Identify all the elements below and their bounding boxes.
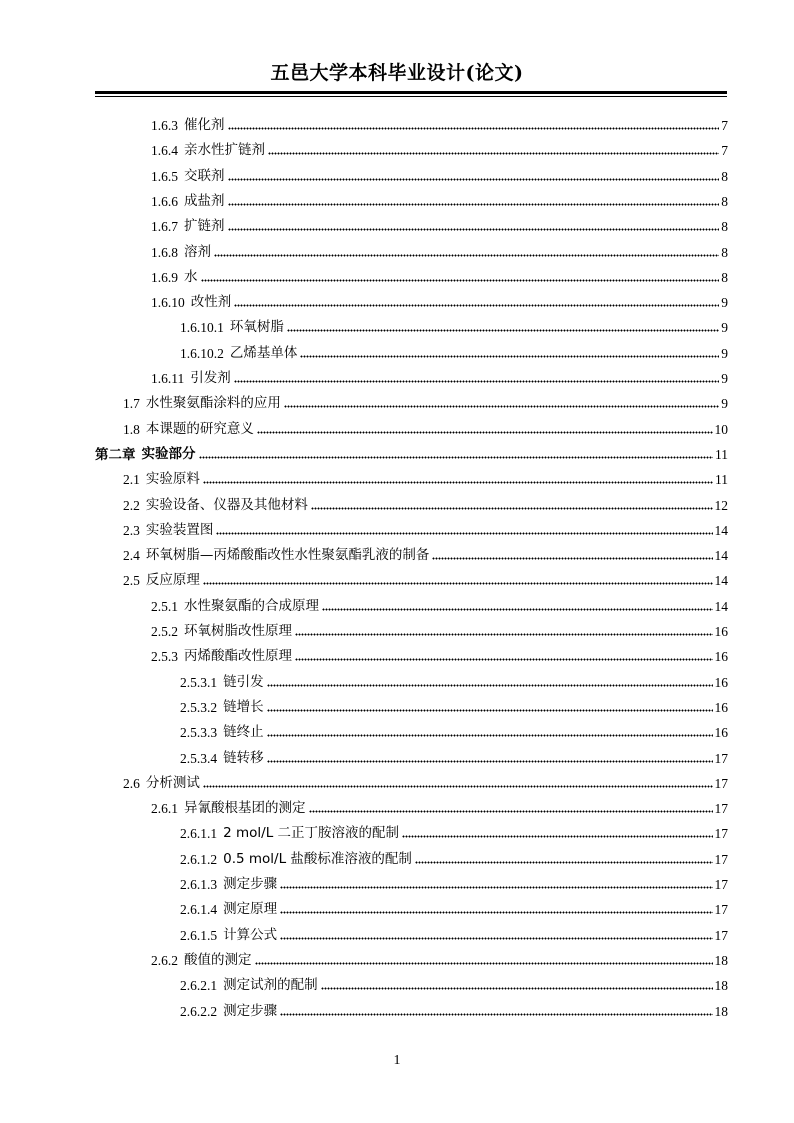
toc-entry-number: 2.5.3.1 <box>180 674 218 690</box>
toc-entry-page: 17 <box>714 826 728 842</box>
toc-entry-page: 18 <box>714 952 728 968</box>
toc-entry-number: 1.6.3 <box>151 118 178 133</box>
toc-entry[interactable] <box>180 720 728 745</box>
toc-entry[interactable] <box>180 847 728 872</box>
toc-entry-number: 1.6.11 <box>151 371 185 386</box>
toc-entry-title: 溶剂 <box>184 243 211 260</box>
toc-entry-number: 1.6.10 <box>151 295 185 311</box>
toc-entry[interactable] <box>151 113 728 138</box>
toc-entry-number: 1.8 <box>123 421 140 437</box>
toc-entry-number: 1.6.10.2 <box>180 345 224 361</box>
toc-entry-title: 测定原理 <box>223 901 278 918</box>
toc-dot-leader <box>309 810 713 813</box>
toc-entry-number: 2.2 <box>123 497 140 513</box>
toc-entry-title: 链转移 <box>223 749 264 766</box>
toc-entry-title: 链增长 <box>223 698 264 715</box>
toc-entry-number: 2.6.2 <box>151 952 178 968</box>
toc-entry-title: 测定步骤 <box>223 1002 278 1019</box>
toc-entry[interactable] <box>151 796 728 821</box>
toc-entry[interactable] <box>151 265 728 290</box>
toc-entry-page: 18 <box>714 978 728 994</box>
toc-dot-leader <box>228 203 720 206</box>
toc-dot-leader <box>255 962 713 965</box>
toc-dot-leader <box>432 557 712 560</box>
toc-dot-leader <box>257 431 713 434</box>
toc-entry-number: 2.6.2.1 <box>180 978 218 994</box>
toc-entry-number: 1.6.4 <box>151 143 178 159</box>
toc-entry[interactable] <box>151 366 728 391</box>
toc-entry[interactable] <box>180 315 728 340</box>
toc-entry-page: 17 <box>714 750 728 766</box>
toc-entry-number: 1.6.9 <box>151 269 178 285</box>
toc-entry-title: 实验原料 <box>145 471 200 488</box>
toc-entry-title: 水性聚氨酯的合成原理 <box>184 597 319 614</box>
toc-entry-page: 8 <box>721 219 728 235</box>
toc-entry-title: 环氧树脂改性原理 <box>184 623 292 639</box>
toc-entry-page: 16 <box>714 674 728 690</box>
toc-entry-page: 11 <box>715 472 728 488</box>
toc-entry-title: 分析测试 <box>145 774 200 791</box>
toc-entry-number: 2.1 <box>123 472 140 488</box>
toc-dot-leader <box>295 633 713 636</box>
toc-entry-page: 16 <box>714 699 728 715</box>
toc-dot-leader <box>322 608 713 611</box>
toc-entry-title: 成盐剂 <box>184 192 225 209</box>
page-number: 1 <box>393 1053 401 1068</box>
toc-entry-number: 第二章 <box>95 446 136 462</box>
toc-entry[interactable] <box>151 290 728 315</box>
toc-dot-leader <box>280 1013 712 1016</box>
toc-entry-page: 17 <box>714 851 728 867</box>
toc-entry[interactable] <box>151 189 728 214</box>
toc-dot-leader <box>199 456 714 459</box>
toc-dot-leader <box>234 380 720 383</box>
toc-entry-page: 8 <box>721 168 728 184</box>
toc-entry-page: 8 <box>721 193 728 209</box>
toc-entry-title: 计算公式 <box>223 926 278 943</box>
toc-entry-title: 实验装置图 <box>145 521 214 538</box>
toc-entry-title: 本课题的研究意义 <box>145 420 254 437</box>
toc-entry[interactable] <box>151 644 728 669</box>
toc-entry-title: 扩链剂 <box>184 218 225 235</box>
toc-entry-title: 水 <box>184 268 198 285</box>
toc-dot-leader <box>216 532 712 535</box>
toc-entry-page: 7 <box>721 118 728 133</box>
toc-entry-title: 0.5 mol/L 盐酸标准溶液的配制 <box>223 850 412 867</box>
toc-entry-page: 16 <box>714 649 728 665</box>
toc-entry-title: 测定试剂的配制 <box>223 977 318 994</box>
toc-entry-title: 链终止 <box>223 724 264 741</box>
toc-entry-number: 2.6.2.2 <box>180 1003 218 1019</box>
toc-entry-page: 16 <box>714 624 728 639</box>
toc-entry-page: 10 <box>714 421 728 437</box>
toc-entry-page: 9 <box>721 396 728 412</box>
toc-dot-leader <box>267 709 713 712</box>
toc-entry-title: 链引发 <box>223 673 264 690</box>
toc-entry-page: 17 <box>714 877 728 892</box>
toc-dot-leader <box>228 127 720 130</box>
toc-dot-leader <box>267 734 713 737</box>
toc-entry-title: 乙烯基单体 <box>229 344 298 361</box>
toc-entry-number: 2.5.2 <box>151 624 178 639</box>
toc-entry-number: 2.6.1.2 <box>180 851 218 867</box>
toc-entry[interactable] <box>180 341 728 366</box>
toc-entry-title: 实验部分 <box>141 445 196 462</box>
toc-dot-leader <box>267 684 713 687</box>
toc-entry-page: 16 <box>714 725 728 741</box>
header-rule-thick <box>95 91 727 94</box>
toc-entry-number: 2.5.3.3 <box>180 725 218 741</box>
toc-entry[interactable] <box>180 973 728 998</box>
toc-entry-title: 酸值的测定 <box>184 951 252 968</box>
toc-entry[interactable] <box>151 594 728 619</box>
toc-entry-title: 交联剂 <box>184 167 225 184</box>
toc-entry-page: 8 <box>721 244 728 260</box>
toc-entry-title: 实验设备、仪器及其他材料 <box>145 496 308 513</box>
toc-entry-page: 18 <box>714 1003 728 1019</box>
toc-entry[interactable] <box>180 695 728 720</box>
toc-dot-leader <box>228 228 720 231</box>
toc-entry-page: 17 <box>714 775 728 791</box>
toc-entry-title: 改性剂 <box>190 294 232 311</box>
toc-dot-leader <box>300 355 719 358</box>
toc-entry-number: 2.4 <box>123 548 140 564</box>
toc-entry-title: 环氧树脂 <box>229 319 284 336</box>
toc-entry-page: 14 <box>714 522 728 538</box>
toc-entry-title: 环氧树脂—丙烯酸酯改性水性聚氨酯乳液的制备 <box>145 547 430 564</box>
toc-entry-title: 测定步骤 <box>223 876 278 892</box>
toc-dot-leader <box>311 507 713 510</box>
toc-entry-number: 2.5.3.2 <box>180 699 218 715</box>
toc-entry[interactable] <box>123 467 728 492</box>
toc-dot-leader <box>267 760 713 763</box>
toc-dot-leader <box>295 658 713 661</box>
toc-entry[interactable] <box>180 670 728 695</box>
toc-entry-page: 17 <box>714 927 728 943</box>
toc-entry-page: 14 <box>714 548 728 564</box>
toc-entry-page: 14 <box>714 573 728 589</box>
toc-entry-number: 1.6.8 <box>151 244 178 260</box>
toc-entry[interactable] <box>123 543 728 568</box>
toc-entry[interactable] <box>180 872 728 897</box>
toc-dot-leader <box>228 178 720 181</box>
toc-entry-title: 催化剂 <box>184 117 225 133</box>
toc-entry-number: 2.6.1.1 <box>180 826 218 842</box>
toc-entry-number: 2.5 <box>123 573 140 589</box>
toc-dot-leader <box>234 304 719 307</box>
toc-entry[interactable] <box>123 568 728 593</box>
toc-entry-title: 反应原理 <box>145 572 200 589</box>
toc-dot-leader <box>402 835 712 838</box>
toc-entry-page: 9 <box>721 371 728 386</box>
toc-entry-page: 9 <box>721 295 728 311</box>
toc-dot-leader <box>268 152 719 155</box>
toc-entry[interactable] <box>180 999 728 1024</box>
toc-entry[interactable] <box>151 619 728 644</box>
toc-entry[interactable] <box>151 240 728 265</box>
toc-entry-title: 亲水性扩链剂 <box>184 142 265 159</box>
header-rule-thin <box>95 96 727 97</box>
toc-entry-number: 2.6.1.5 <box>180 927 218 943</box>
toc-entry-number: 2.6.1.3 <box>180 877 218 892</box>
toc-dot-leader <box>415 861 713 864</box>
toc-dot-leader <box>214 254 719 257</box>
header-title: 五邑大学本科毕业设计(论文) <box>270 62 524 84</box>
toc-entry-page: 14 <box>714 598 728 614</box>
toc-dot-leader <box>203 481 713 484</box>
toc-entry-title: 2 mol/L 二正丁胺溶液的配制 <box>223 825 400 842</box>
toc-entry-page: 11 <box>715 446 728 462</box>
toc-dot-leader <box>203 785 713 788</box>
toc-entry[interactable] <box>123 493 728 518</box>
toc-entry-number: 2.6.1 <box>151 801 178 817</box>
toc-entry-number: 2.5.1 <box>151 598 178 614</box>
toc-dot-leader <box>280 937 712 940</box>
toc-entry-page: 17 <box>714 801 728 817</box>
toc-entry-number: 2.6.1.4 <box>180 902 218 918</box>
toc-entry[interactable] <box>180 897 728 922</box>
toc-entry[interactable] <box>180 821 728 846</box>
toc-entry-page: 7 <box>721 143 728 159</box>
toc-entry-number: 2.5.3.4 <box>180 750 218 766</box>
toc-entry-page: 8 <box>721 269 728 285</box>
toc-entry[interactable] <box>180 923 728 948</box>
toc-dot-leader <box>287 329 719 332</box>
toc-entry[interactable] <box>123 391 728 416</box>
toc-entry[interactable] <box>95 442 728 467</box>
toc-entry[interactable] <box>151 164 728 189</box>
toc-entry[interactable] <box>123 417 728 442</box>
toc-entry-page: 12 <box>714 497 728 513</box>
toc-entry[interactable] <box>151 214 728 239</box>
toc-entry[interactable] <box>123 771 728 796</box>
toc-entry-number: 1.6.5 <box>151 168 178 184</box>
toc-entry-number: 2.6 <box>123 775 140 791</box>
toc-dot-leader <box>284 405 719 408</box>
toc-entry-title: 引发剂 <box>190 370 231 386</box>
toc-entry-number: 1.6.7 <box>151 219 178 235</box>
toc-entry-title: 水性聚氨酯涂料的应用 <box>145 395 281 412</box>
toc-entry-page: 9 <box>721 345 728 361</box>
toc-entry-number: 1.6.10.1 <box>180 320 224 336</box>
toc-dot-leader <box>280 886 712 889</box>
toc-entry-number: 1.7 <box>123 396 140 412</box>
toc-entry-number: 2.5.3 <box>151 649 178 665</box>
toc-dot-leader <box>203 582 713 585</box>
toc-entry[interactable] <box>151 948 728 973</box>
toc-entry[interactable] <box>151 138 728 163</box>
toc-dot-leader <box>201 279 720 282</box>
toc-entry[interactable] <box>123 518 728 543</box>
toc-entry-page: 17 <box>714 902 728 918</box>
toc-entry[interactable] <box>180 746 728 771</box>
toc-dot-leader <box>280 911 712 914</box>
toc-entry-title: 丙烯酸酯改性原理 <box>184 648 292 665</box>
toc-dot-leader <box>321 987 713 990</box>
toc-entry-number: 2.3 <box>123 522 140 538</box>
toc-entry-title: 异氰酸根基团的测定 <box>184 800 306 817</box>
toc-entry-number: 1.6.6 <box>151 193 178 209</box>
toc-entry-page: 9 <box>721 320 728 336</box>
